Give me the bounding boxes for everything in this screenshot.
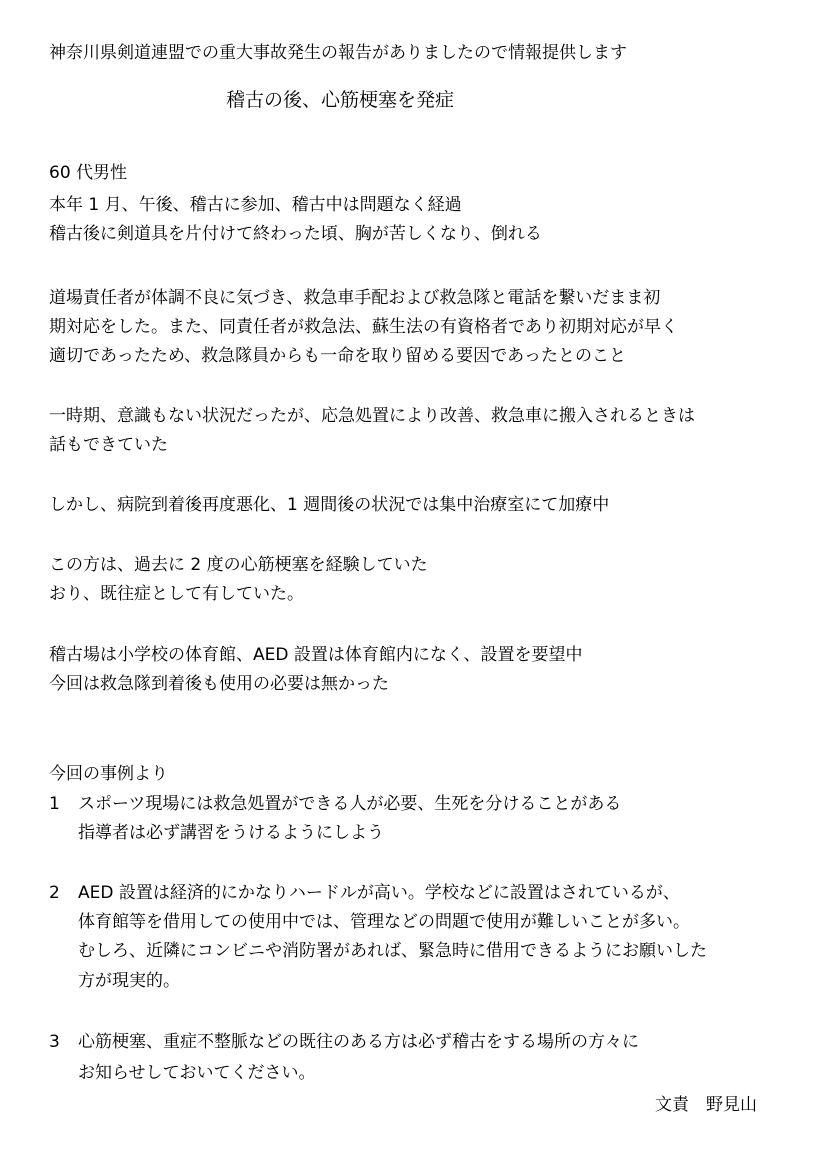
lesson-number: 3 bbox=[49, 1032, 60, 1052]
condition-line-2: 話もできていた bbox=[49, 435, 168, 455]
lesson-line: むしろ、近隣にコンビニや消防署があれば、緊急時に借用できるようにお願いした bbox=[78, 941, 707, 961]
hospital-line: しかし、病院到着後再度悪化、1 週間後の状況では集中治療室にて加療中 bbox=[49, 495, 610, 515]
lesson-line: 心筋梗塞、重症不整脈などの既往のある方は必ず稽古をする場所の方々に bbox=[78, 1032, 639, 1052]
history-line-2: おり、既往症として有していた。 bbox=[49, 584, 304, 604]
case-line-1: 60 代男性 bbox=[49, 163, 128, 183]
lessons-heading: 今回の事例より bbox=[49, 764, 168, 784]
response-line-3: 適切であったため、救急隊員からも一命を取り留める要因であったとのこと bbox=[49, 346, 626, 366]
history-line-1: この方は、過去に 2 度の心筋梗塞を経験していた bbox=[49, 555, 428, 575]
response-line-1: 道場責任者が体調不良に気づき、救急車手配および救急隊と電話を繋いだまま初 bbox=[49, 288, 661, 308]
intro-text: 神奈川県剣道連盟での重大事故発生の報告がありましたので情報提供します bbox=[49, 43, 627, 63]
author-signature: 文責 野見山 bbox=[655, 1095, 757, 1115]
lesson-line: 方が現実的。 bbox=[78, 971, 180, 991]
lesson-line: スポーツ現場には救急処置ができる人が必要、生死を分けることがある bbox=[78, 794, 622, 814]
lesson-line: 体育館等を借用しての使用中では、管理などの問題で使用が難しいことが多い。 bbox=[78, 912, 690, 932]
page-title: 稽古の後、心筋梗塞を発症 bbox=[226, 89, 455, 111]
lesson-line: AED 設置は経済的にかなりハードルが高い。学校などに設置はされているが、 bbox=[78, 883, 680, 903]
lesson-line: お知らせしておいてください。 bbox=[78, 1063, 316, 1083]
lesson-number: 2 bbox=[49, 883, 60, 903]
case-line-3: 稽古後に剣道具を片付けて終わった頃、胸が苦しくなり、倒れる bbox=[49, 224, 542, 244]
case-line-2: 本年 1 月、午後、稽古に参加、稽古中は問題なく経過 bbox=[49, 195, 462, 215]
aed-line-2: 今回は救急隊到着後も使用の必要は無かった bbox=[49, 674, 389, 694]
lesson-number: 1 bbox=[49, 794, 60, 814]
aed-line-1: 稽古場は小学校の体育館、AED 設置は体育館内になく、設置を要望中 bbox=[49, 645, 583, 665]
lesson-line: 指導者は必ず講習をうけるようにしよう bbox=[78, 823, 384, 843]
response-line-2: 期対応をした。また、同責任者が救急法、蘇生法の有資格者であり初期対応が早く bbox=[49, 317, 678, 337]
condition-line-1: 一時期、意識もない状況だったが、応急処置により改善、救急車に搬入されるときは bbox=[49, 406, 695, 426]
